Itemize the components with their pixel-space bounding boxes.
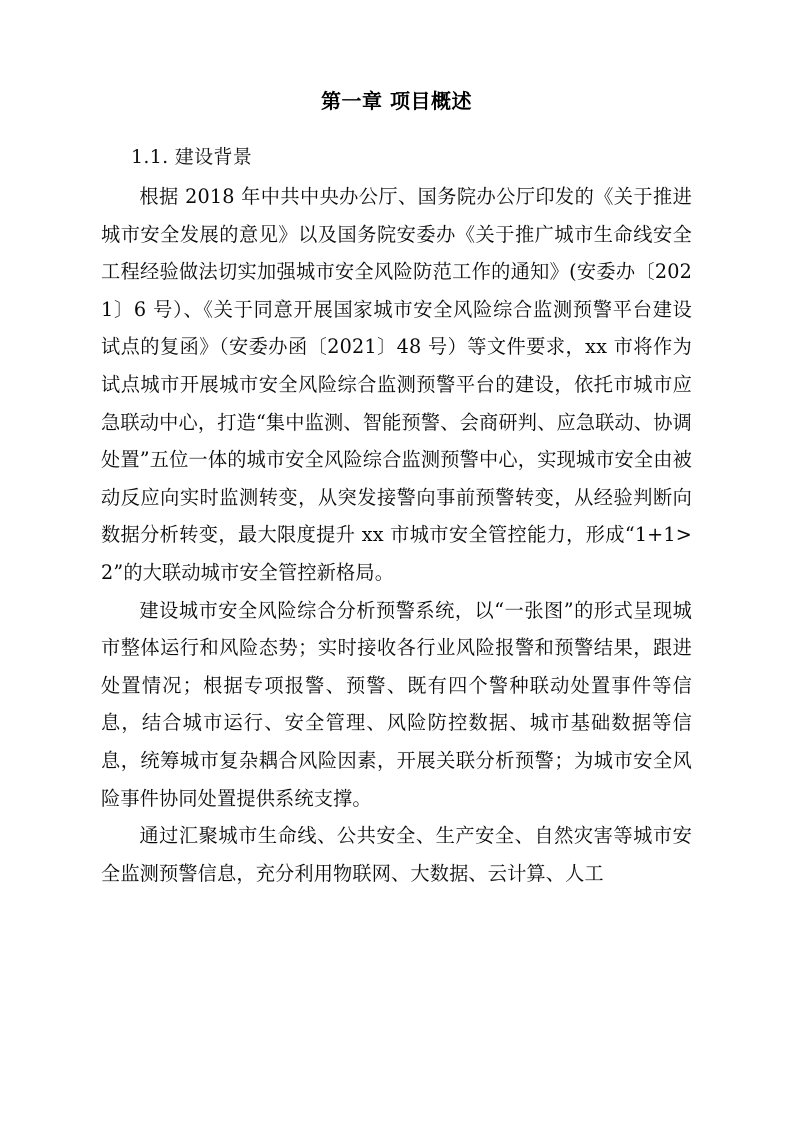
section-heading-1-1: 1.1. 建设背景 [131,146,252,168]
body-text [101,178,692,892]
paragraph-3: 通过汇聚城市生命线、公共安全、生产安全、自然灾害等城市安全监测预警信息，充分利用物联网、大数据、云计算、人工 [101,824,692,885]
paragraph-1: 根据 2018 年中共中央办公厅、国务院办公厅印发的《关于推进城市安全发展的意见》以及国务院安委办《关于推广城市生命线安全工程经验做法切实加强城市安全风险防范工作的通知》(安委办〔2021〕6 号）、《关于同意开展国家城市安全风险综合监测预警平台建设试点的复函》（安委办函〔2021〕48 号）等文件要求，xx 市将作为试点城市开展城市安全风险综合监测预警平台的建设，依托市城市应急联动中心，打造“集中监测、智能预警、会商研判、应急联动、协调处置”五位一体的城市安全风险综合监测预警中心，实现城市安全由被动反应向实时监测转变，从突发接警向事前预警转变，从经验判断向数据分析转变，最大限度提升 xx 市城市安全管控能力，形成“1+1>2”的大联动城市安全管控新格局。 [101,185,692,584]
paragraph-2: 建设城市安全风险综合分析预警系统，以“一张图”的形式呈现城市整体运行和风险态势；实时接收各行业风险报警和预警结果，跟进处置情况；根据专项报警、预警、既有四个警种联动处置事件等信息，结合城市运行、安全管理、风险防控数据、城市基础数据等信息，统筹城市复杂耦合风险因素，开展关联分析预警；为城市安全风险事件协同处置提供系统支撑。 [101,598,692,810]
page-title: 第一章 项目概述 [321,89,472,113]
